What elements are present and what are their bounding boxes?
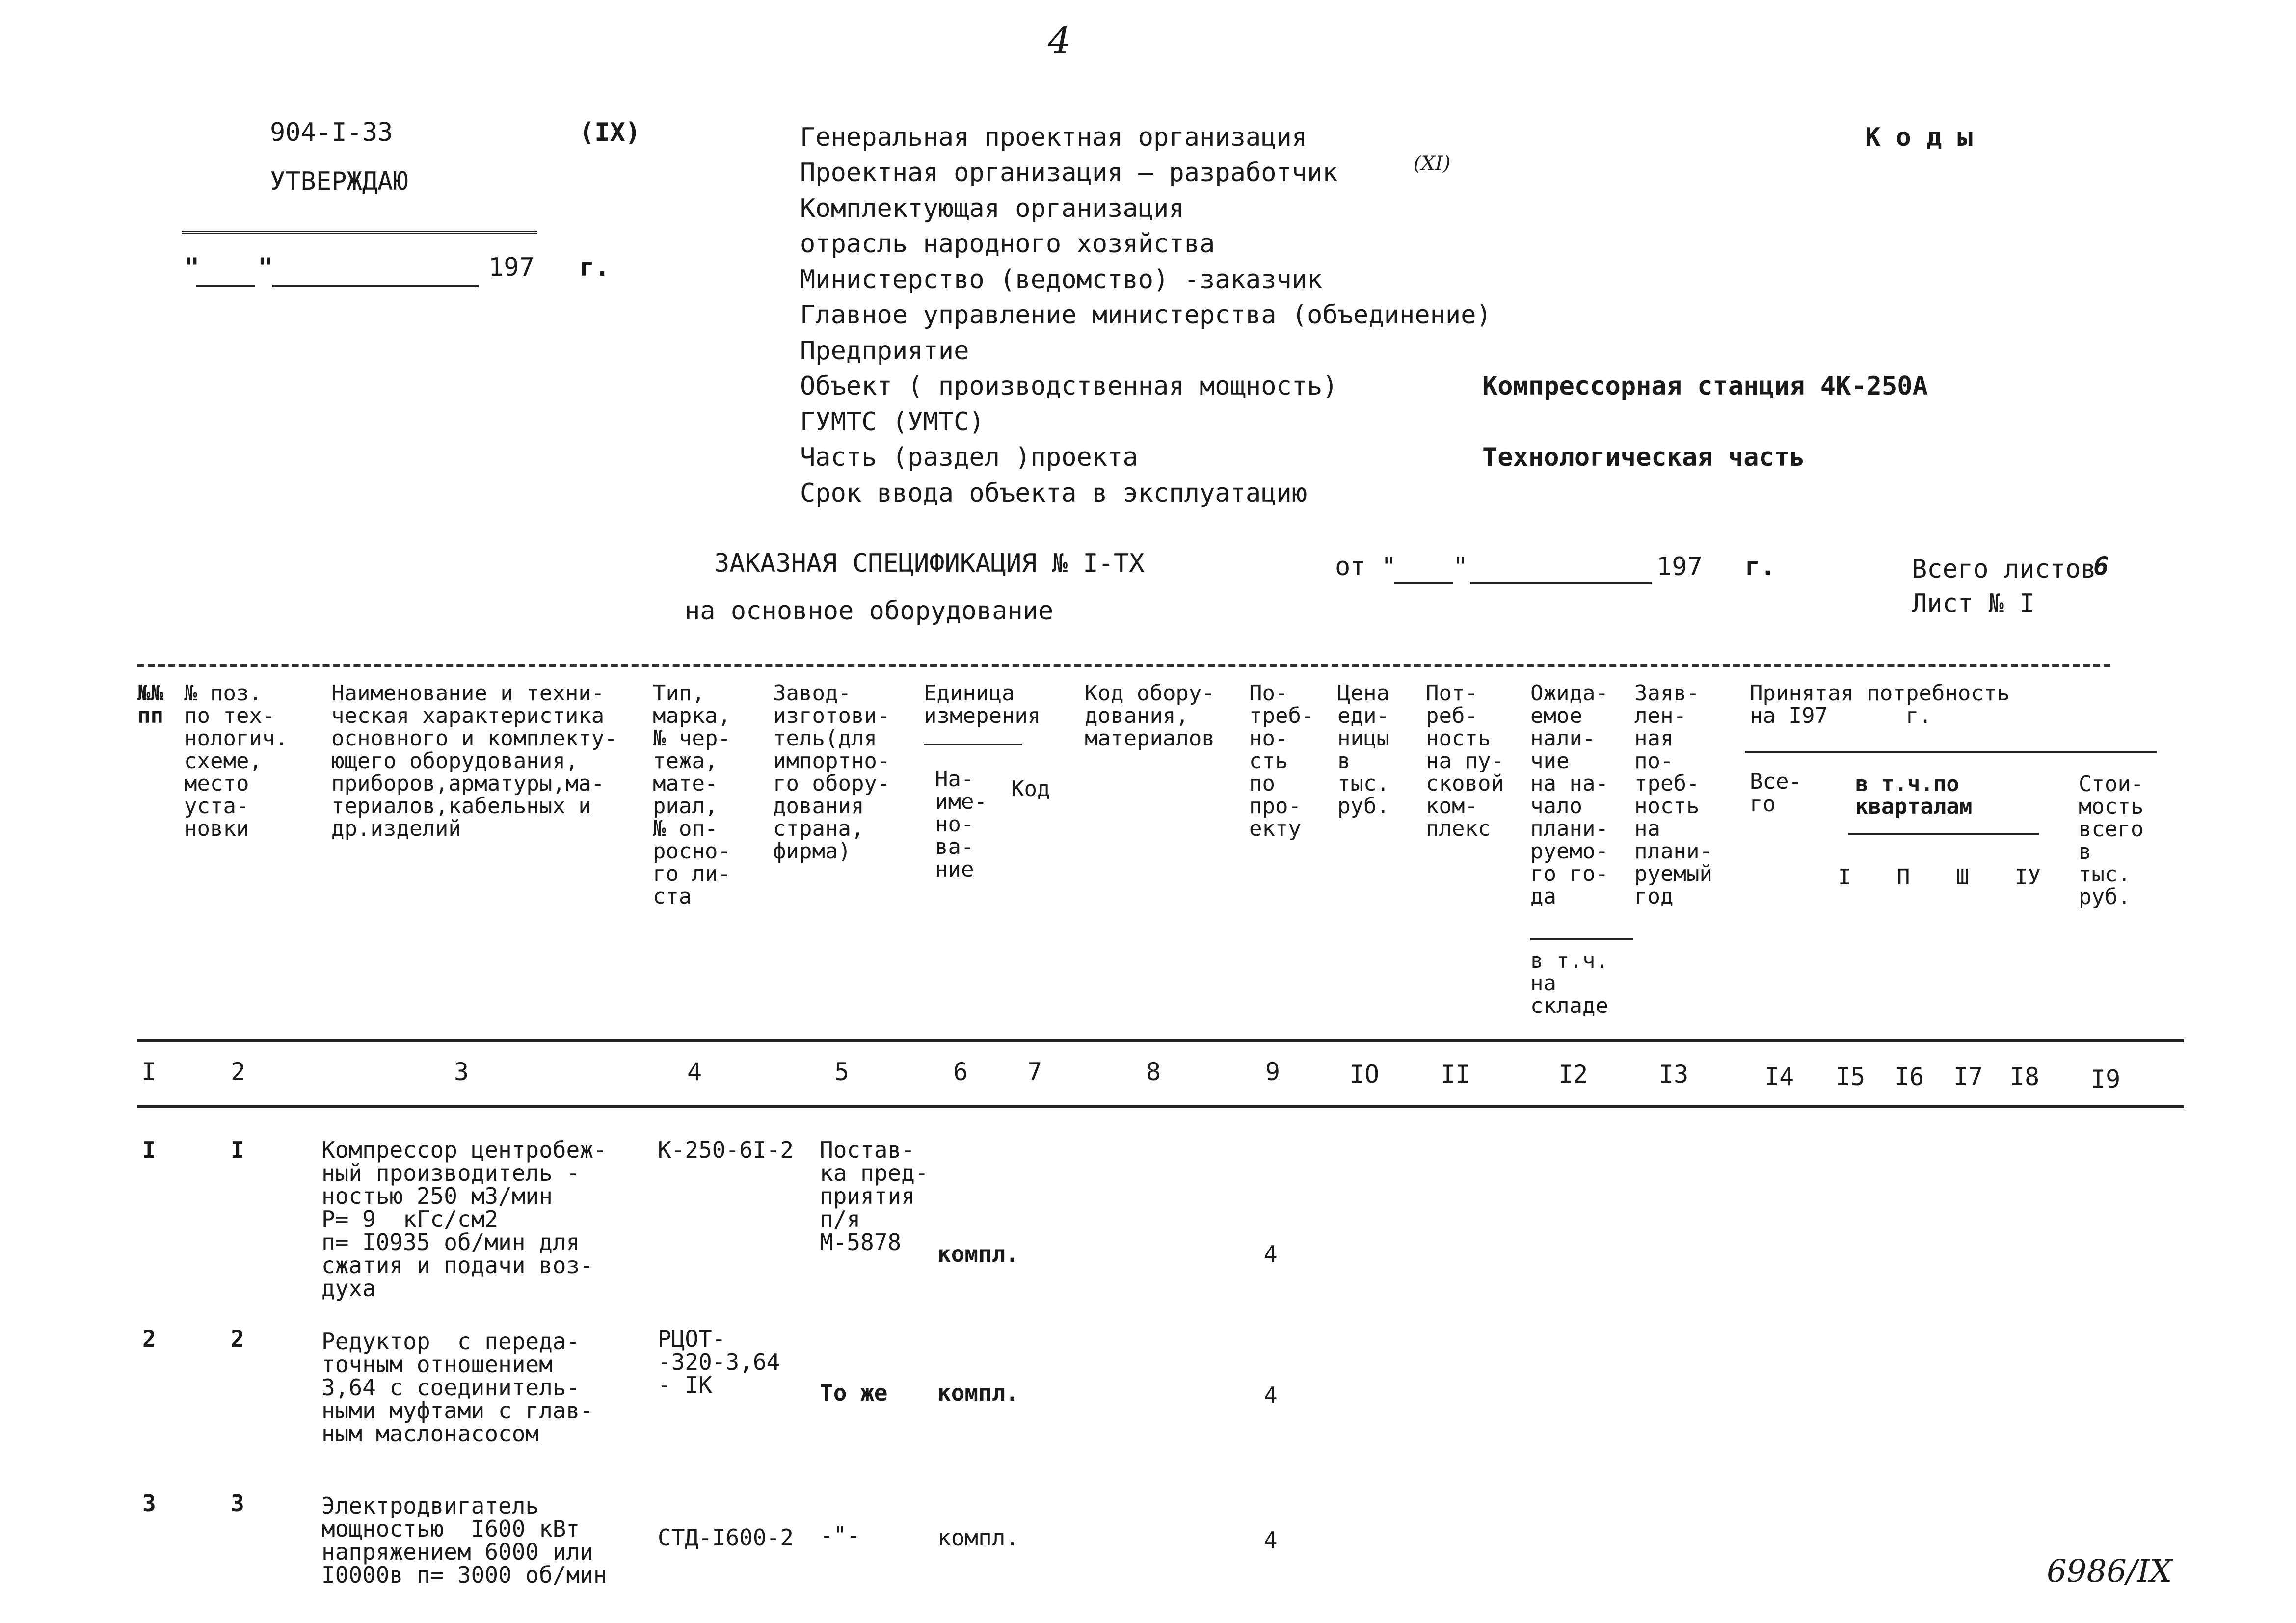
- accepted-group-rule: [1745, 751, 2157, 753]
- approve-signature-line: [182, 231, 537, 234]
- part-value: Технологическая часть: [1482, 443, 1805, 472]
- colnum: I8: [2010, 1063, 2040, 1091]
- spec-date-g: г.: [1745, 552, 1776, 582]
- row-position: 3: [231, 1490, 244, 1517]
- header-col-14: Все- го: [1750, 769, 1802, 817]
- unit-group-rule: [924, 744, 1022, 745]
- org-field: Проектная организация – разработчик: [800, 158, 1338, 187]
- header-col-8: Код обору- дования, материалов: [1085, 681, 1215, 751]
- colnum: I: [141, 1058, 157, 1086]
- colnum: I9: [2091, 1065, 2121, 1093]
- spec-month-blank: [1470, 582, 1652, 584]
- org-field: Главное управление министерства (объединение): [800, 300, 1492, 330]
- row-maker: Постав- ка пред- приятия п/я М-5878: [820, 1137, 929, 1255]
- doc-code: 904-I-33: [270, 118, 393, 147]
- colnum: II: [1441, 1060, 1470, 1089]
- row-number: 2: [142, 1326, 156, 1352]
- mark-xi: (XI): [1414, 152, 1451, 175]
- colnum: I6: [1895, 1063, 1924, 1091]
- spec-subtitle: на основное оборудование: [685, 596, 1054, 626]
- colnum: 2: [231, 1058, 246, 1086]
- colnum: 7: [1027, 1058, 1042, 1086]
- header-col-10: Цена еди- ницы в тыс. руб.: [1337, 681, 1389, 819]
- expected-sub-rule: [1530, 938, 1633, 940]
- spec-date-mid: ": [1453, 552, 1468, 582]
- org-field: Министерство (ведомство) -заказчик: [800, 265, 1323, 294]
- header-col-7: Код: [1011, 776, 1050, 801]
- header-col-2: № поз. по тех- нологич. схеме, место уста- новки: [184, 681, 288, 841]
- row-name: Редуктор с переда- точным отношением 3,64 с соединитель- ными муфтами с глав- ным маслонасосом: [321, 1328, 593, 1447]
- codes-label: К о д ы: [1865, 123, 1973, 152]
- header-col-13: Заяв- лен- ная по- треб- ность на плани- руемый год: [1634, 681, 1712, 909]
- row-number: 3: [142, 1490, 156, 1517]
- header-q2: П: [1897, 865, 1910, 890]
- header-quarters-group: в т.ч.по кварталам: [1855, 772, 1973, 819]
- header-col-4: Тип, марка, № чер- тежа, мате- риал, № оп- росно- го ли- ста: [653, 681, 731, 909]
- colnum: 8: [1146, 1058, 1161, 1086]
- spec-title: ЗАКАЗНАЯ СПЕЦИФИКАЦИЯ № I-ТХ: [714, 549, 1145, 578]
- org-field: Генеральная проектная организация: [800, 123, 1308, 152]
- colnum: I3: [1659, 1060, 1689, 1089]
- header-accepted-group: Принятая потребность на I97 г.: [1750, 681, 2010, 728]
- header-col-6: На- име- но- ва- ние: [935, 767, 987, 882]
- approve-quote-open: ": [184, 253, 200, 282]
- colnum: IO: [1350, 1060, 1380, 1089]
- colnum: 6: [953, 1058, 968, 1086]
- org-field: отрасль народного хозяйства: [800, 229, 1215, 259]
- org-field: Объект ( производственная мощность): [800, 372, 1338, 401]
- colnum: I7: [1953, 1063, 1983, 1091]
- spec-date-from: от ": [1335, 552, 1397, 582]
- page-number: 4: [1048, 20, 1071, 62]
- colnum: I5: [1836, 1063, 1866, 1091]
- sheet-label: Лист № I: [1912, 589, 2035, 618]
- header-col-1: №№ пп: [137, 681, 163, 728]
- row-number: I: [142, 1137, 156, 1163]
- header-q1: I: [1838, 865, 1851, 890]
- header-col-12-sub: в т.ч. на складе: [1530, 948, 1608, 1018]
- colnum: 4: [687, 1058, 702, 1086]
- header-col-3: Наименование и техни- ческая характеристика основного и комплекту- ющего оборудования, приборов,арматуры,ма- териалов,кабельных и др.изделий: [331, 681, 617, 841]
- row-quantity: 4: [1264, 1241, 1278, 1267]
- colnum: I4: [1764, 1063, 1794, 1091]
- colnum: 5: [834, 1058, 850, 1086]
- header-q3: Ш: [1956, 865, 1969, 890]
- row-type: РЦОТ- -320-3,64 - IК: [658, 1326, 780, 1398]
- approve-label: УТВЕРЖДАЮ: [270, 167, 408, 196]
- org-field: Предприятие: [800, 336, 969, 366]
- spec-day-blank: [1394, 582, 1453, 584]
- colnum: 9: [1265, 1058, 1281, 1086]
- row-maker: То же: [820, 1380, 888, 1406]
- row-type: К-250-6I-2: [658, 1137, 794, 1163]
- header-col-9: По- треб- но- сть по про- екту: [1249, 681, 1314, 841]
- org-field: ГУМТС (УМТС): [800, 407, 985, 437]
- approve-month-blank: [272, 285, 479, 287]
- colnum: I2: [1558, 1060, 1588, 1089]
- header-col-12: Ожида- емое нали- чие на на- чало плани- руемо- го го- да: [1530, 681, 1608, 909]
- approve-day-blank: [196, 285, 255, 287]
- approve-year-suffix: г.: [579, 253, 610, 282]
- footer-code: 6986/IX: [2047, 1553, 2172, 1590]
- row-name: Компрессор центробеж- ный производитель - ностью 250 м3/мин P= 9 кГс/см2 п= I0935 об/мин для сжатия и подачи воз- духа: [321, 1137, 607, 1302]
- header-col-5: Завод- изготови- тель(для импортно- го обору- дования страна, фирма): [773, 681, 890, 864]
- header-col-11: Пот- реб- ность на пу- сковой ком- плекс: [1426, 681, 1504, 841]
- spec-date-year: 197: [1656, 552, 1703, 582]
- row-position: I: [231, 1137, 244, 1163]
- quarters-group-rule: [1848, 833, 2039, 835]
- org-field: Часть (раздел )проекта: [800, 443, 1138, 472]
- row-position: 2: [231, 1326, 244, 1352]
- header-unit-group: Единица измерения: [924, 681, 1041, 728]
- header-q4: IУ: [2015, 865, 2041, 890]
- row-unit: компл.: [937, 1524, 1019, 1551]
- table-top-rule: [137, 664, 2110, 667]
- colnum-bottom-rule: [137, 1105, 2184, 1108]
- row-quantity: 4: [1264, 1527, 1278, 1553]
- header-bottom-rule: [137, 1039, 2184, 1042]
- org-field: Срок ввода объекта в эксплуатацию: [800, 479, 1308, 508]
- total-sheets-label: Всего листов: [1912, 555, 2096, 584]
- row-unit: компл.: [937, 1380, 1019, 1406]
- total-sheets-value: 6: [2093, 552, 2109, 581]
- row-unit: компл.: [937, 1241, 1019, 1267]
- row-quantity: 4: [1264, 1382, 1278, 1409]
- colnum: 3: [454, 1058, 469, 1086]
- row-name: Электродвигатель мощностью I600 кВт напряжением 6000 или I0000в п= 3000 об/мин: [321, 1492, 607, 1588]
- doc-code-roman: (IX): [579, 118, 641, 147]
- approve-year: 197: [488, 253, 534, 282]
- header-col-19: Стои- мость всего в тыс. руб.: [2079, 772, 2144, 909]
- row-maker: -"-: [820, 1522, 861, 1548]
- row-type: СТД-I600-2: [658, 1524, 794, 1551]
- org-field: Комплектующая организация: [800, 194, 1184, 223]
- approve-quote-close: ": [258, 253, 273, 282]
- object-value: Компрессорная станция 4К-250А: [1482, 372, 1928, 401]
